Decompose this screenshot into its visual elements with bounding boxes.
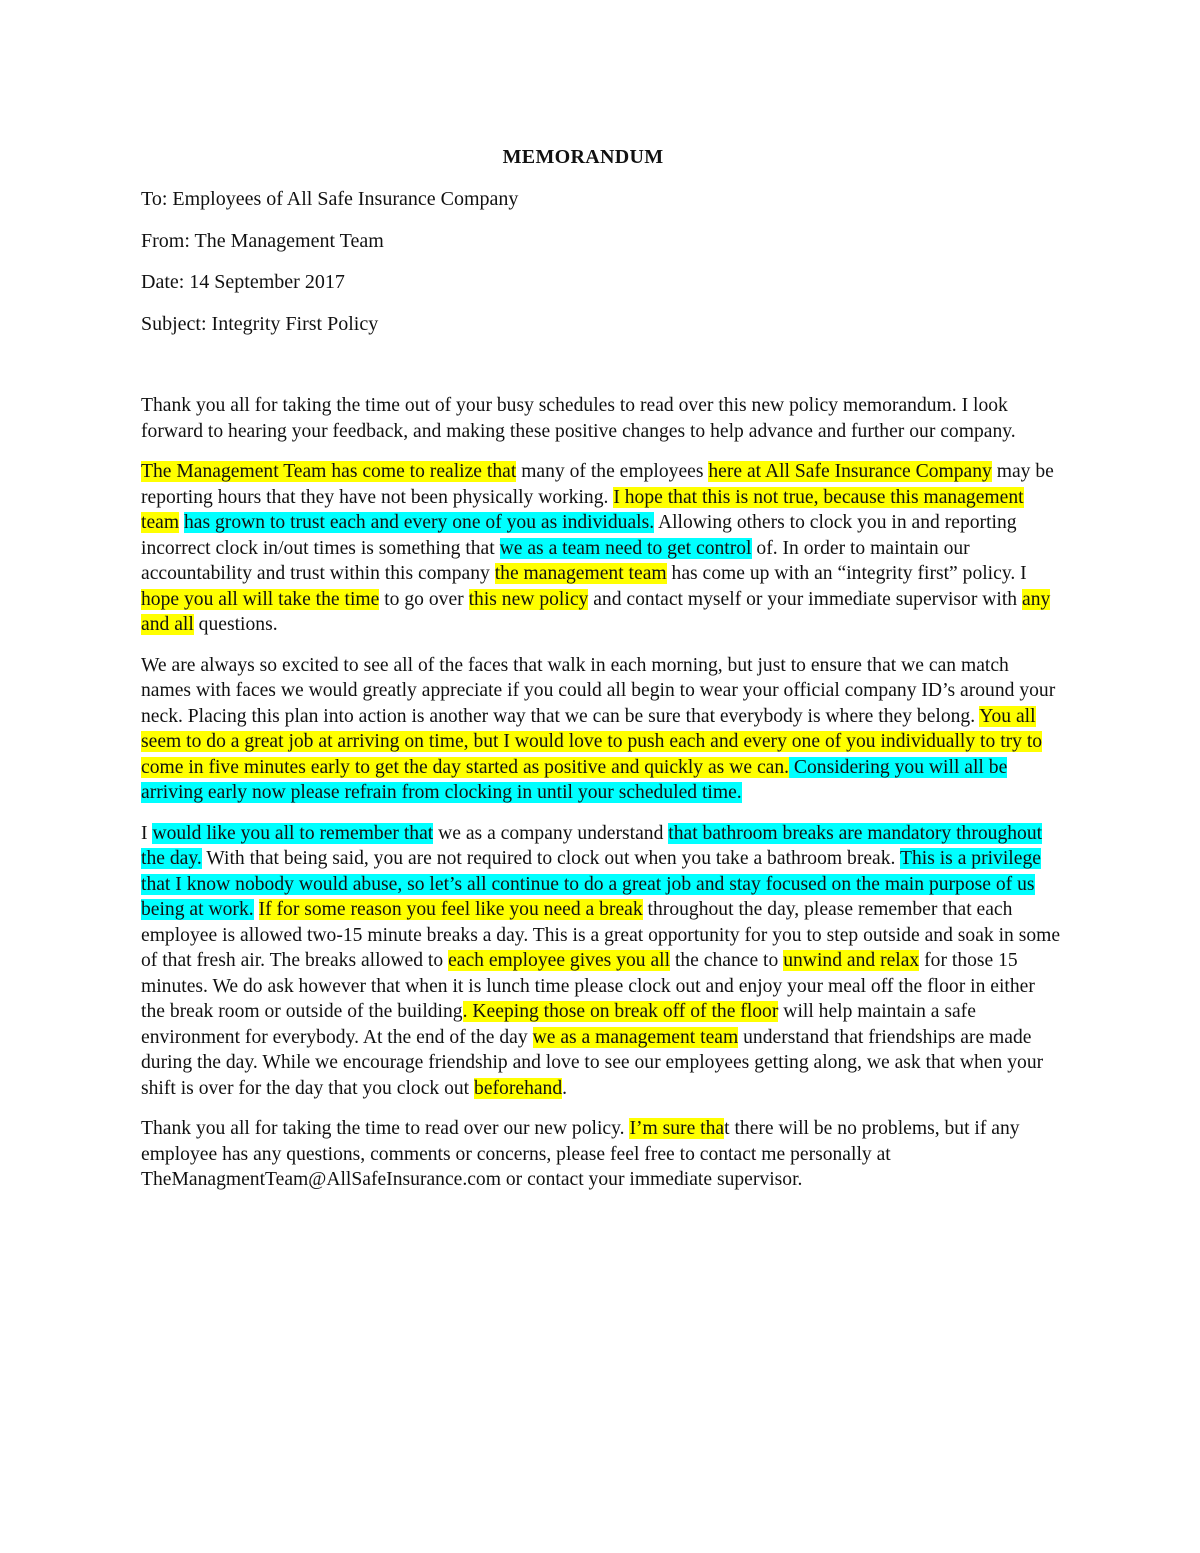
text-run: throughout the day, please remember that each employee is allowed two-15 minute breaks a day. This is a great opportunity for you to step outside and soak in some of that fresh air. The breaks allowed to (141, 899, 1061, 971)
cyan-highlight: This is a privilege that I know nobody would abuse, so let’s all continue to do a great job and stay focused on the main purpose of us being at work. (141, 848, 1041, 920)
text-run: and contact myself or your immediate supervisor with (588, 588, 1023, 610)
text-run: may be reporting hours that they have not been physically working. (141, 461, 1054, 508)
yellow-highlight: beforehand (474, 1077, 563, 1099)
memo-subject-line: Subject: Integrity First Policy (141, 313, 379, 335)
cyan-highlight: that bathroom breaks are mandatory throughout the day. (141, 822, 1043, 869)
text-run: t there will be no problems, but if any employee has any questions, comments or concerns, please feel free to contact me personally at TheManagmentTeam@AllSafeInsurance.com or contact your immediate supervisor. (141, 1118, 1020, 1190)
memo-paragraph (141, 393, 1061, 444)
text-run: of. In order to maintain our accountability and trust within this company (141, 537, 970, 584)
text-run: many of the employees (516, 461, 709, 482)
memo-to-line: To: Employees of All Safe Insurance Company (141, 188, 519, 210)
cyan-highlight: would like you all to remember that (152, 822, 434, 844)
text-run: . (562, 1077, 568, 1099)
cyan-highlight: has grown to trust each and every one of you as individuals. (183, 512, 655, 533)
memo-body (141, 393, 1061, 1208)
yellow-highlight: here at All Safe Insurance Company (708, 461, 992, 482)
memo-paragraph (141, 821, 1061, 1102)
memo-paragraph (141, 459, 1061, 638)
text-run: Allowing others to clock you in and reporting incorrect clock in/out times is something that (141, 512, 1017, 559)
text-run: for those 15 minutes. We do ask however that when it is lunch time please clock out and enjoy your meal off the floor in either the break room or outside of the building (141, 950, 1035, 1022)
text-run: to go over (379, 588, 469, 610)
memo-title: MEMORANDUM (502, 146, 664, 168)
yellow-highlight: . Keeping those on break off of the floor (462, 1001, 779, 1022)
yellow-highlight: You all seem to do a great job at arriving on time, but I would love to push each and every one of you individually to try to come in five minutes early to get the day started as positive and quickly as we can. (141, 705, 1043, 778)
text-run: we as a company understand (433, 822, 669, 844)
text-run: questions. (193, 614, 278, 635)
memo-from-line: From: The Management Team (141, 230, 384, 252)
yellow-highlight: I’m sure tha (629, 1118, 725, 1139)
yellow-highlight: we as a management team (532, 1026, 739, 1048)
text-run: Thank you all for taking the time out of your busy schedules to read over this new policy memorandum. I look forward to hearing your feedback, and making these positive changes to help advance and further our company. (141, 395, 1016, 442)
yellow-highlight: The Management Team has come to realize that (141, 461, 517, 482)
yellow-highlight: any and all (141, 588, 1051, 635)
yellow-highlight: I hope that this is not true, because this management team (141, 486, 1024, 533)
yellow-highlight: each employee gives you all (448, 950, 671, 971)
yellow-highlight: this new policy (468, 588, 589, 610)
text-run: We are always so excited to see all of the faces that walk in each morning, but just to ensure that we can match names with faces we would greatly appreciate if you could all begin to wear your official company ID’s around your neck. Placing this plan into action is another way that we can be sure that everybody is where they belong. (141, 654, 1056, 727)
text-run: With that being said, you are not required to clock out when you take a bathroom break. (201, 848, 900, 869)
text-run (254, 899, 259, 920)
yellow-highlight: If for some reason you feel like you need a break (258, 899, 643, 920)
text-run: I (141, 822, 153, 844)
text-run: understand that friendships are made during the day. While we encourage friendship and love to see our employees getting along, we ask that when your shift is over for the day that you clock out (141, 1026, 1044, 1099)
yellow-highlight: unwind and relax (783, 950, 920, 971)
memo-paragraph (141, 653, 1061, 806)
text-run: Thank you all for taking the time to read over our new policy. (141, 1118, 630, 1139)
text-run: will help maintain a safe environment for everybody. At the end of the day (141, 1001, 976, 1048)
cyan-highlight: Considering you will all be arriving early now please refrain from clocking in until your scheduled time. (141, 756, 1008, 803)
memo-date-line: Date: 14 September 2017 (141, 271, 345, 293)
yellow-highlight: hope you all will take the time (141, 588, 380, 610)
text-run: has come up with an “integrity first” policy. I (666, 563, 1027, 584)
yellow-highlight: the management team (494, 563, 667, 584)
text-run: the chance to (670, 950, 784, 971)
cyan-highlight: we as a team need to get control (499, 537, 752, 559)
memo-paragraph (141, 1116, 1061, 1193)
